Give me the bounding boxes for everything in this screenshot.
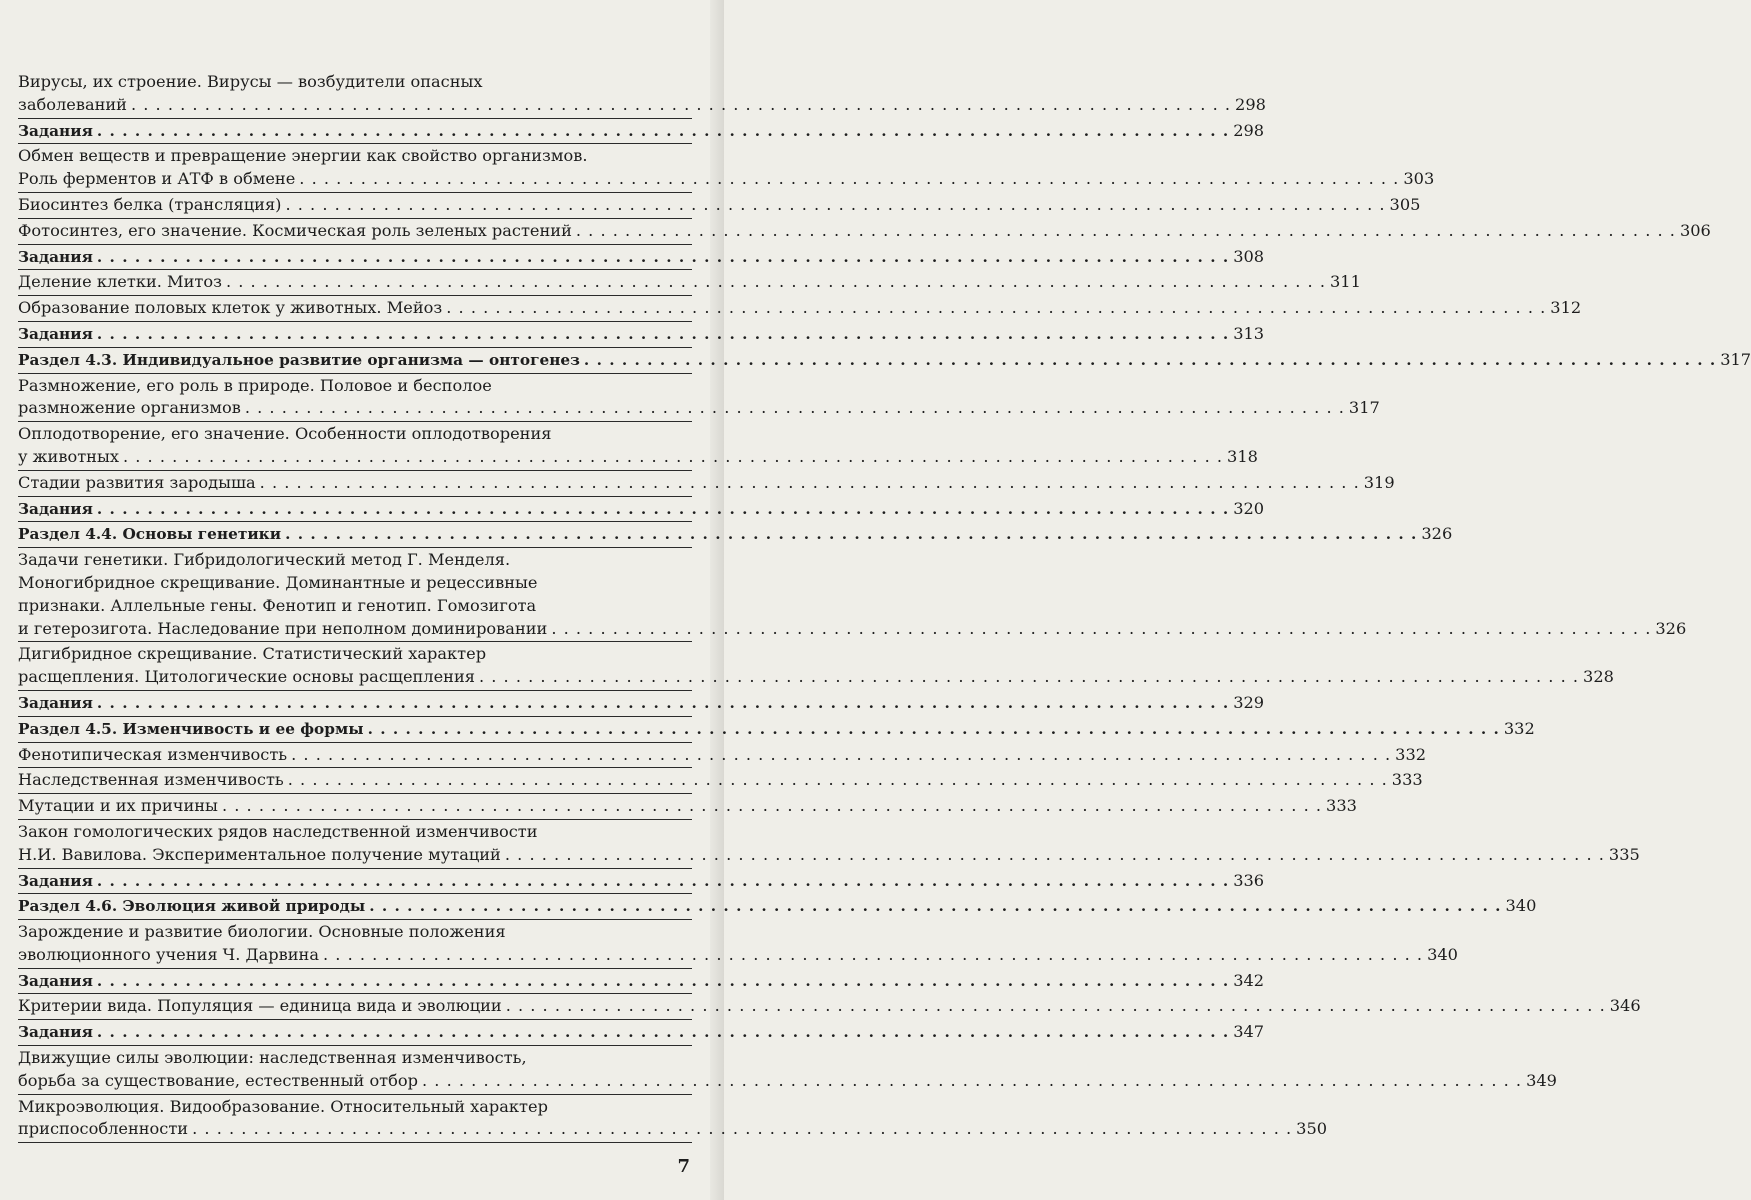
- table-of-contents: [18, 70, 1751, 1143]
- toc-entry-title: Образование половых клеток у животных. Мейоз: [18, 298, 443, 318]
- toc-page-number: 328: [1583, 667, 1614, 687]
- toc-page-number: 340: [1427, 944, 1458, 964]
- toc-entry-title: Задания: [18, 324, 93, 343]
- toc-tasks-entry: [18, 322, 1265, 348]
- toc-entry: [18, 422, 1258, 471]
- toc-entry: [18, 994, 1641, 1020]
- toc-section-heading: [18, 894, 1537, 920]
- toc-entry-title: Задания: [18, 121, 93, 140]
- dot-leader: . . . . . . . . . . . . . . . . . . . . . . . . . . . . . . . . . . . . . . . . . . . . . . . . . . . . . . . . . . . . . . . . . . . . . . . . . . . . . . . . . . . . . . . . . .: [96, 324, 1230, 343]
- toc-entry-line: Размножение, его роль в природе. Половое и бесполое: [18, 375, 492, 395]
- toc-section-heading: [18, 717, 1535, 743]
- toc-entry-line: Вирусы, их строение. Вирусы — возбудители опасных: [18, 72, 483, 91]
- toc-entry-title: и гетерозигота. Наследование при неполном доминировании: [18, 618, 548, 638]
- toc-tasks-entry: [18, 691, 1265, 717]
- toc-page-number: 346: [1609, 996, 1641, 1016]
- dot-leader: . . . . . . . . . . . . . . . . . . . . . . . . . . . . . . . . . . . . . . . . . . . . . . . . . . . . . . . . . . . . . . . . . . . . . . . . . . . . . . . . . . . . . . . . . .: [96, 499, 1230, 518]
- toc-page-number: 326: [1655, 618, 1687, 638]
- dot-leader: . . . . . . . . . . . . . . . . . . . . . . . . . . . . . . . . . . . . . . . . . . . . . . . . . . . . . . . . . . . . . . . . . . . . . . . . . . . . . . . . . . . . . . . . . .: [96, 247, 1230, 266]
- dot-leader: . . . . . . . . . . . . . . . . . . . . . . . . . . . . . . . . . . . . . . . . . . . . . . . . . . . . . . . . . . . . . . . . . . . . . . . . . . . . . . . . . . . . . . . . . .: [96, 121, 1230, 140]
- toc-page-number: 342: [1233, 970, 1265, 990]
- toc-entry-title: борьба за существование, естественный отбор: [18, 1070, 418, 1090]
- toc-entry-title: Критерии вида. Популяция — единица вида и эволюции: [18, 996, 502, 1016]
- toc-entry: [18, 270, 1361, 296]
- toc-page-number: 340: [1505, 896, 1537, 916]
- toc-entry: [18, 820, 1640, 869]
- toc-page-number: 335: [1608, 844, 1640, 864]
- toc-entry-line: Моногибридное скрещивание. Доминантные и рецессивные: [18, 572, 538, 592]
- toc-entry-line: Закон гомологических рядов наследственной изменчивости: [18, 821, 538, 841]
- dot-leader: . . . . . . . . . . . . . . . . . . . . . . . . . . . . . . . . . . . . . . . . . . . . . . . . . . . . . . . . . . . . . . . . . . . . . . . . . . . . . . . . . . . . . . . . . .: [96, 1023, 1230, 1042]
- toc-entry-title: Задания: [18, 971, 93, 990]
- dot-leader: . . . . . . . . . . . . . . . . . . . . . . . . . . . . . . . . . . . . . . . . . . . . . . . . . . . . . . . . . . . . . . . . . . . . . . . . . . . . . . . . . . . . . . . . . .: [422, 1070, 1523, 1090]
- toc-entry-title: Н.И. Вавилова. Экспериментальное получение мутаций: [18, 844, 501, 864]
- dot-leader: . . . . . . . . . . . . . . . . . . . . . . . . . . . . . . . . . . . . . . . . . . . . . . . . . . . . . . . . . . . . . . . . . . . . . . . . . . . . . . . . . . . . . . . . . .: [285, 525, 1418, 544]
- toc-page-number: 333: [1326, 796, 1357, 816]
- toc-page-number: 329: [1233, 692, 1265, 712]
- toc-page-number: 311: [1330, 272, 1361, 292]
- toc-page-number: 349: [1526, 1070, 1557, 1090]
- toc-entry-line: Микроэволюция. Видообразование. Относительный характер: [18, 1096, 548, 1116]
- toc-entry-line: Дигибридное скрещивание. Статистический характер: [18, 644, 487, 664]
- dot-leader: . . . . . . . . . . . . . . . . . . . . . . . . . . . . . . . . . . . . . . . . . . . . . . . . . . . . . . . . . . . . . . . . . . . . . . . . . . . . . . . . . . . . . . . . . .: [446, 298, 1547, 318]
- toc-entry-title: размножение организмов: [18, 398, 241, 418]
- dot-leader: . . . . . . . . . . . . . . . . . . . . . . . . . . . . . . . . . . . . . . . . . . . . . . . . . . . . . . . . . . . . . . . . . . . . . . . . . . . . . . . . . . . . . . . . . .: [225, 272, 1326, 292]
- dot-leader: . . . . . . . . . . . . . . . . . . . . . . . . . . . . . . . . . . . . . . . . . . . . . . . . . . . . . . . . . . . . . . . . . . . . . . . . . . . . . . . . . . . . . . . . . .: [259, 472, 1360, 492]
- toc-entry-title: Задания: [18, 247, 93, 266]
- toc-entry-title: Роль ферментов и АТФ в обмене: [18, 169, 296, 189]
- toc-entry-line: Оплодотворение, его значение. Особенности оплодотворения: [18, 424, 552, 444]
- toc-entry-title: заболеваний: [18, 94, 127, 114]
- toc-entry-line: Задачи генетики. Гибридологический метод Г. Менделя.: [18, 550, 511, 570]
- toc-tasks-entry: [18, 245, 1265, 271]
- dot-leader: . . . . . . . . . . . . . . . . . . . . . . . . . . . . . . . . . . . . . . . . . . . . . . . . . . . . . . . . . . . . . . . . . . . . . . . . . . . . . . . . . . . . . . . . . .: [96, 693, 1230, 712]
- page-number: 7: [677, 1156, 690, 1177]
- toc-page-number: 306: [1679, 220, 1711, 240]
- toc-page-number: 332: [1503, 718, 1535, 738]
- toc-page-number: 305: [1389, 194, 1421, 214]
- toc-entry-title: Стадии развития зародыша: [18, 472, 256, 492]
- toc-page-number: 350: [1296, 1119, 1328, 1139]
- toc-entry-title: приспособленности: [18, 1119, 189, 1139]
- toc-entry: [18, 1046, 1557, 1095]
- toc-page-number: 303: [1403, 169, 1435, 189]
- toc-entry-line: признаки. Аллельные гены. Фенотип и генотип. Гомозигота: [18, 595, 537, 615]
- toc-page-number: 333: [1391, 770, 1423, 790]
- toc-entry-title: Деление клетки. Митоз: [18, 272, 222, 292]
- toc-tasks-entry: [18, 969, 1265, 995]
- toc-entry-line: Движущие силы эволюции: наследственная изменчивость,: [18, 1048, 527, 1068]
- toc-page-number: 347: [1233, 1022, 1265, 1042]
- toc-entry: [18, 1095, 1328, 1144]
- toc-entry-title: Раздел 4.5. Изменчивость и ее формы: [18, 719, 364, 738]
- dot-leader: . . . . . . . . . . . . . . . . . . . . . . . . . . . . . . . . . . . . . . . . . . . . . . . . . . . . . . . . . . . . . . . . . . . . . . . . . . . . . . . . . . . . . . . . . .: [575, 220, 1676, 240]
- dot-leader: . . . . . . . . . . . . . . . . . . . . . . . . . . . . . . . . . . . . . . . . . . . . . . . . . . . . . . . . . . . . . . . . . . . . . . . . . . . . . . . . . . . . . . . . . .: [323, 944, 1424, 964]
- toc-page-number: 313: [1233, 323, 1265, 343]
- toc-entry-title: у животных: [18, 446, 119, 466]
- toc-entry-title: Задания: [18, 1023, 93, 1042]
- toc-entry-title: Раздел 4.6. Эволюция живой природы: [18, 897, 366, 916]
- dot-leader: . . . . . . . . . . . . . . . . . . . . . . . . . . . . . . . . . . . . . . . . . . . . . . . . . . . . . . . . . . . . . . . . . . . . . . . . . . . . . . . . . . . . . . . . . .: [299, 169, 1400, 189]
- toc-entry-title: Задания: [18, 871, 93, 890]
- toc-entry-title: Задания: [18, 499, 93, 518]
- dot-leader: . . . . . . . . . . . . . . . . . . . . . . . . . . . . . . . . . . . . . . . . . . . . . . . . . . . . . . . . . . . . . . . . . . . . . . . . . . . . . . . . . . . . . . . . . .: [122, 446, 1224, 466]
- toc-entry-title: расщепления. Цитологические основы расщепления: [18, 667, 475, 687]
- dot-leader: . . . . . . . . . . . . . . . . . . . . . . . . . . . . . . . . . . . . . . . . . . . . . . . . . . . . . . . . . . . . . . . . . . . . . . . . . . . . . . . . . . . . . . . . . .: [367, 719, 1500, 738]
- dot-leader: . . . . . . . . . . . . . . . . . . . . . . . . . . . . . . . . . . . . . . . . . . . . . . . . . . . . . . . . . . . . . . . . . . . . . . . . . . . . . . . . . . . . . . . . . .: [130, 94, 1232, 114]
- toc-entry: [18, 548, 1687, 642]
- toc-entry: [18, 471, 1395, 497]
- toc-entry: [18, 296, 1582, 322]
- toc-entry: [18, 70, 1266, 119]
- dot-leader: . . . . . . . . . . . . . . . . . . . . . . . . . . . . . . . . . . . . . . . . . . . . . . . . . . . . . . . . . . . . . . . . . . . . . . . . . . . . . . . . . . . . . . . . . .: [583, 350, 1717, 369]
- toc-entry-title: Фенотипическая изменчивость: [18, 744, 288, 764]
- toc-entry-title: Биосинтез белка (трансляция): [18, 194, 282, 214]
- toc-entry: [18, 768, 1423, 794]
- dot-leader: . . . . . . . . . . . . . . . . . . . . . . . . . . . . . . . . . . . . . . . . . . . . . . . . . . . . . . . . . . . . . . . . . . . . . . . . . . . . . . . . . . . . . . . . . .: [291, 744, 1392, 764]
- toc-entry-title: Фотосинтез, его значение. Космическая роль зеленых растений: [18, 220, 572, 240]
- dot-leader: . . . . . . . . . . . . . . . . . . . . . . . . . . . . . . . . . . . . . . . . . . . . . . . . . . . . . . . . . . . . . . . . . . . . . . . . . . . . . . . . . . . . . . . . . .: [96, 971, 1230, 990]
- dot-leader: . . . . . . . . . . . . . . . . . . . . . . . . . . . . . . . . . . . . . . . . . . . . . . . . . . . . . . . . . . . . . . . . . . . . . . . . . . . . . . . . . . . . . . . . . .: [478, 667, 1580, 687]
- toc-tasks-entry: [18, 869, 1265, 895]
- dot-leader: . . . . . . . . . . . . . . . . . . . . . . . . . . . . . . . . . . . . . . . . . . . . . . . . . . . . . . . . . . . . . . . . . . . . . . . . . . . . . . . . . . . . . . . . . .: [221, 796, 1323, 816]
- toc-entry-line: Обмен веществ и превращение энергии как свойство организмов.: [18, 146, 588, 166]
- dot-leader: . . . . . . . . . . . . . . . . . . . . . . . . . . . . . . . . . . . . . . . . . . . . . . . . . . . . . . . . . . . . . . . . . . . . . . . . . . . . . . . . . . . . . . . . . .: [504, 844, 1605, 864]
- toc-entry-title: Раздел 4.3. Индивидуальное развитие организма — онтогенез: [18, 350, 580, 369]
- toc-entry: [18, 642, 1614, 691]
- dot-leader: . . . . . . . . . . . . . . . . . . . . . . . . . . . . . . . . . . . . . . . . . . . . . . . . . . . . . . . . . . . . . . . . . . . . . . . . . . . . . . . . . . . . . . . . . .: [369, 897, 1502, 916]
- toc-page-number: 312: [1550, 298, 1582, 318]
- toc-page-number: 332: [1395, 744, 1427, 764]
- toc-entry-line: Зарождение и развитие биологии. Основные положения: [18, 922, 506, 942]
- toc-page-number: 298: [1233, 120, 1265, 140]
- toc-page-number: 318: [1227, 446, 1258, 466]
- toc-page-number: 319: [1363, 472, 1395, 492]
- toc-entry: [18, 374, 1380, 423]
- toc-entry: [18, 794, 1357, 820]
- toc-page-number: 336: [1233, 870, 1265, 890]
- toc-section-heading: [18, 348, 1751, 374]
- dot-leader: . . . . . . . . . . . . . . . . . . . . . . . . . . . . . . . . . . . . . . . . . . . . . . . . . . . . . . . . . . . . . . . . . . . . . . . . . . . . . . . . . . . . . . . . . .: [192, 1119, 1293, 1139]
- toc-entry: [18, 920, 1458, 969]
- toc-page-number: 308: [1233, 246, 1265, 266]
- dot-leader: . . . . . . . . . . . . . . . . . . . . . . . . . . . . . . . . . . . . . . . . . . . . . . . . . . . . . . . . . . . . . . . . . . . . . . . . . . . . . . . . . . . . . . . . . .: [551, 618, 1652, 638]
- toc-entry-title: Наследственная изменчивость: [18, 770, 284, 790]
- toc-page-number: 317: [1720, 349, 1751, 369]
- toc-page-number: 320: [1233, 498, 1265, 518]
- toc-entry-title: эволюционного учения Ч. Дарвина: [18, 944, 320, 964]
- dot-leader: . . . . . . . . . . . . . . . . . . . . . . . . . . . . . . . . . . . . . . . . . . . . . . . . . . . . . . . . . . . . . . . . . . . . . . . . . . . . . . . . . . . . . . . . . .: [96, 871, 1230, 890]
- toc-tasks-entry: [18, 119, 1265, 145]
- toc-entry: [18, 193, 1421, 219]
- dot-leader: . . . . . . . . . . . . . . . . . . . . . . . . . . . . . . . . . . . . . . . . . . . . . . . . . . . . . . . . . . . . . . . . . . . . . . . . . . . . . . . . . . . . . . . . . .: [505, 996, 1606, 1016]
- dot-leader: . . . . . . . . . . . . . . . . . . . . . . . . . . . . . . . . . . . . . . . . . . . . . . . . . . . . . . . . . . . . . . . . . . . . . . . . . . . . . . . . . . . . . . . . . .: [244, 398, 1345, 418]
- toc-entry: [18, 144, 1435, 193]
- dot-leader: . . . . . . . . . . . . . . . . . . . . . . . . . . . . . . . . . . . . . . . . . . . . . . . . . . . . . . . . . . . . . . . . . . . . . . . . . . . . . . . . . . . . . . . . . .: [285, 194, 1386, 214]
- toc-entry-title: Мутации и их причины: [18, 796, 218, 816]
- toc-entry-title: Раздел 4.4. Основы генетики: [18, 525, 282, 544]
- toc-page-number: 317: [1348, 398, 1380, 418]
- dot-leader: . . . . . . . . . . . . . . . . . . . . . . . . . . . . . . . . . . . . . . . . . . . . . . . . . . . . . . . . . . . . . . . . . . . . . . . . . . . . . . . . . . . . . . . . . .: [287, 770, 1388, 790]
- toc-entry: [18, 219, 1711, 245]
- toc-tasks-entry: [18, 1020, 1265, 1046]
- toc-section-heading: [18, 522, 1453, 548]
- toc-page-number: 298: [1235, 94, 1266, 114]
- toc-entry-title: Задания: [18, 693, 93, 712]
- toc-page-number: 326: [1421, 524, 1453, 544]
- toc-tasks-entry: [18, 497, 1265, 523]
- toc-entry: [18, 743, 1427, 769]
